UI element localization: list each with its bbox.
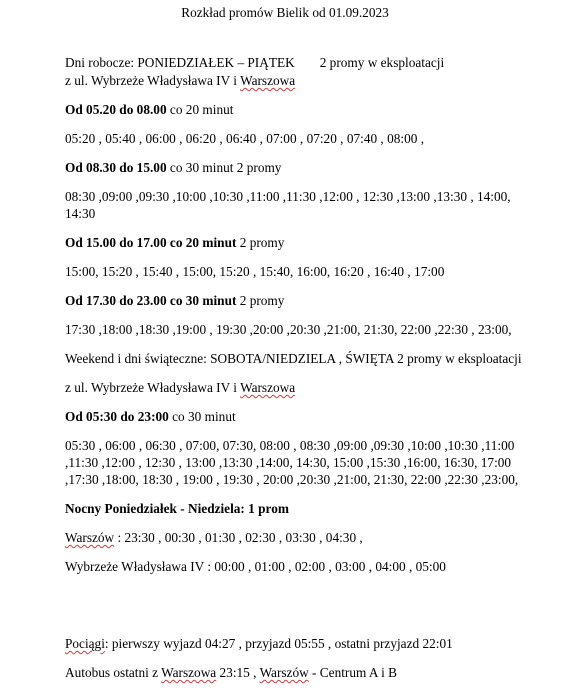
weekend-times: 05:30 , 06:00 , 06:30 , 07:00, 07:30, 08:00 , 08:30 ,09:00 ,09:30 ,10:00 ,10:30 ,11:00 ,11:30 ,12:00 , 12:30 , 13:00 ,13:30 ,14:00, 14:30, 15:00 ,15:30 ,16:00, 16:30, 17:00 ,17:30 ,18:00, 18:30 , 19:00 , 19:30 , 20:00 ,20:30 ,21:00, 21:30, 22:00 ,22:30 ,23:00,	[65, 438, 519, 487]
bus-to: Warszów	[259, 665, 309, 680]
weekend-line: Weekend i dni świąteczne: SOBOTA/NIEDZIELA , ŚWIĘTA 2 promy w eksploatacji	[65, 351, 522, 366]
block-3-heading-rest: 2 promy	[236, 235, 285, 250]
block-3-times: 15:00, 15:20 , 15:40 , 15:00, 15:20 , 15:40, 16:00, 16:20 , 16:40 , 17:00	[65, 264, 445, 279]
block-2-heading-bold: Od 08.30 do 15.00	[65, 160, 167, 175]
weekend-heading-rest: co 30 minut	[168, 409, 236, 424]
block-1-times: 05:20 , 05:40 , 06:00 , 06:20 , 06:40 , 07:00 , 07:20 , 07:40 , 08:00 ,	[65, 131, 425, 146]
weekday-route-end: Warszowa	[240, 73, 296, 88]
block-2-heading	[65, 159, 535, 176]
night-wybrzeze-line: Wybrzeże Władysława IV : 00:00 , 01:00 , 02:00 , 03:00 , 04:00 , 05:00	[65, 559, 446, 574]
weekend-route-prefix: z ul. Wybrzeże Władysława IV i	[65, 380, 241, 395]
weekday-days-label: Dni robocze: PONIEDZIAŁEK – PIĄTEK	[65, 55, 295, 70]
night-warszow-times: : 23:30 , 00:30 , 01:30 , 02:30 , 03:30 , 04:30 ,	[114, 530, 363, 545]
block-4-heading-rest: 2 promy	[236, 293, 285, 308]
block-2-times: 08:30 ,09:00 ,09:30 ,10:00 ,10:30 ,11:00 ,11:30 ,12:00 , 12:30 ,13:00 ,13:30 , 14:00, 14:30	[65, 189, 511, 221]
bus-from: Warszowa	[161, 665, 217, 680]
weekend-heading	[65, 408, 535, 425]
night-heading-text: Nocny Poniedziałek - Niedziela: 1 prom	[65, 501, 289, 516]
block-1-heading	[65, 101, 535, 118]
block-2-heading-rest: co 30 minut 2 promy	[166, 160, 282, 175]
trains-label: Pociągi	[65, 636, 105, 651]
night-warszow-line	[65, 529, 535, 546]
weekday-route-prefix: z ul. Wybrzeże Władysława IV i	[65, 73, 241, 88]
weekday-days-line	[65, 54, 535, 71]
night-warszow-label: Warszów	[65, 530, 115, 545]
bus-end: - Centrum A i B	[308, 665, 397, 680]
block-4-times: 17:30 ,18:00 ,18:30 ,19:00 , 19:30 ,20:00 ,20:30 ,21:00, 21:30, 22:00 ,22:30 , 23:00,	[65, 322, 512, 337]
block-1-heading-bold: Od 05.20 do 08.00	[65, 102, 167, 117]
block-3-heading-bold: Od 15.00 do 17.00 co 20 minut	[65, 235, 237, 250]
block-4-heading	[65, 292, 535, 309]
weekend-route-end: Warszowa	[240, 380, 296, 395]
bus-mid: 23:15 ,	[216, 665, 260, 680]
trains-line	[65, 635, 535, 652]
weekday-route	[65, 72, 535, 89]
spacer	[65, 587, 535, 635]
document-title: Rozkład promów Bielik od 01.09.2023	[181, 5, 389, 20]
schedule-body	[65, 54, 535, 693]
block-4-heading-bold: Od 17.30 do 23.00 co 30 minut	[65, 293, 237, 308]
weekend-heading-bold: Od 05:30 do 23:00	[65, 409, 169, 424]
trains-rest: : pierwszy wyjazd 04:27 , przyjazd 05:55 , ostatni przyjazd 22:01	[104, 636, 453, 651]
night-heading	[65, 500, 535, 517]
block-1-heading-rest: co 20 minut	[166, 102, 234, 117]
bus-prefix: Autobus ostatni z	[65, 665, 162, 680]
bus-line	[65, 664, 535, 681]
weekend-route	[65, 379, 535, 396]
weekday-ferries: 2 promy w eksploatacji	[319, 55, 445, 70]
block-3-heading	[65, 234, 535, 251]
